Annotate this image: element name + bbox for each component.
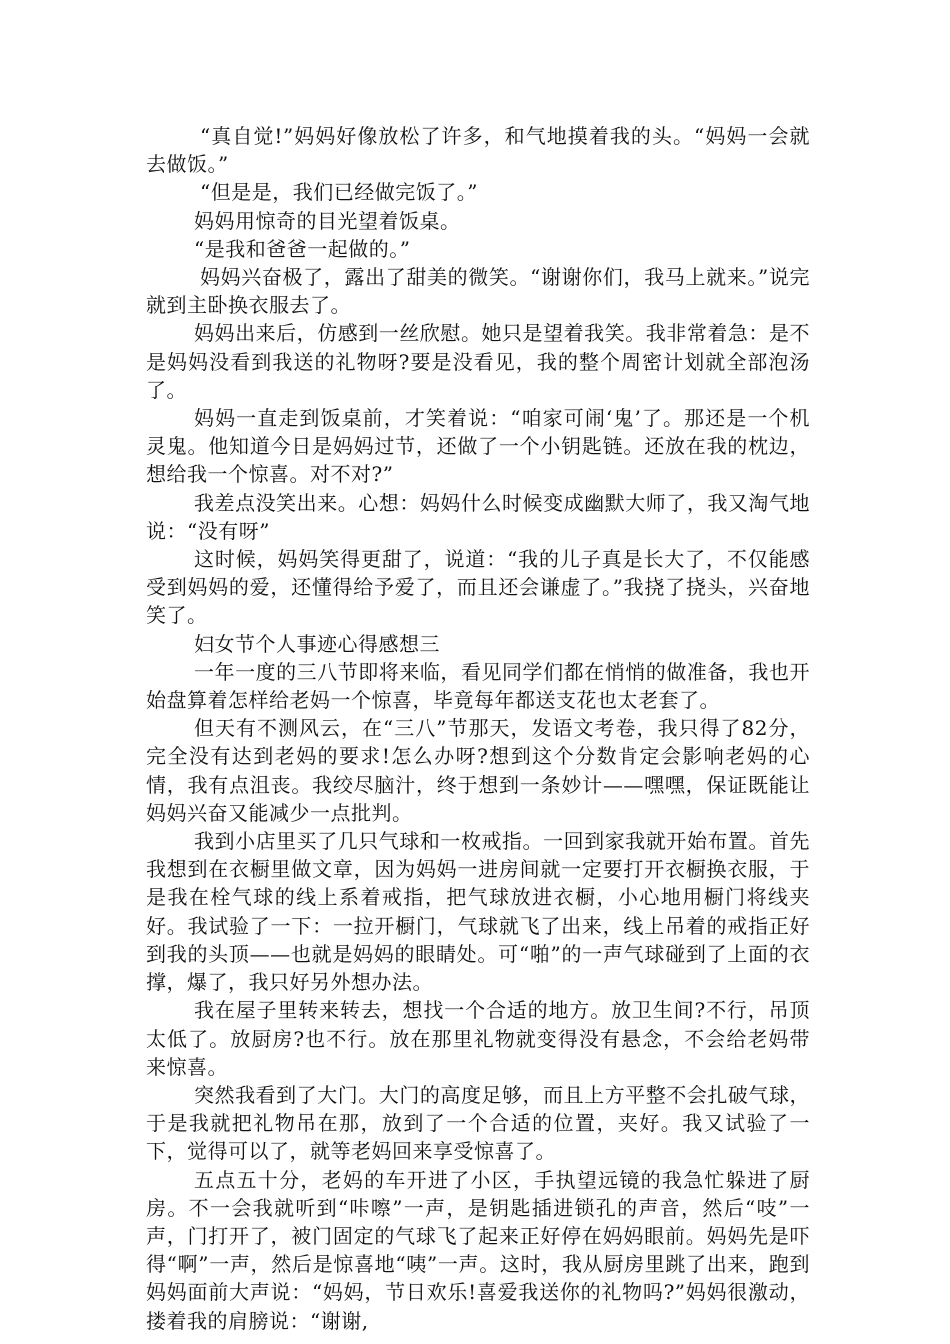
paragraph-6: 妈妈出来后，仿感到一丝欣慰。她只是望着我笑。我非常着急：是不是妈妈没看到我送的礼物呀?要是没看见，我的整个周密计划就全部泡汤了。 — [146, 321, 810, 402]
section-heading: 妇女节个人事迹心得感想三 — [194, 631, 440, 656]
paragraph-13: 我在屋子里转来转去，想找一个合适的地方。放卫生间?不行，吊顶太低了。放厨房?也不行。放在那里礼物就变得没有悬念，不会给老妈带来惊喜。 — [146, 998, 810, 1079]
paragraph-3: 妈妈用惊奇的目光望着饭桌。 — [194, 208, 461, 233]
document-body — [146, 122, 810, 1335]
paragraph-5: 妈妈兴奋极了，露出了甜美的微笑。“谢谢你们，我马上就来。”说完就到主卧换衣服去了。 — [146, 265, 810, 318]
paragraph-9: 这时候，妈妈笑得更甜了，说道：“我的儿子真是长大了，不仅能感受到妈妈的爱，还懂得给予爱了，而且还会谦虚了。”我挠了挠头，兴奋地笑了。 — [146, 547, 810, 628]
paragraph-12: 我到小店里买了几只气球和一枚戒指。一回到家我就开始布置。首先我想到在衣橱里做文章，因为妈妈一进房间就一定要打开衣橱换衣服，于是我在栓气球的线上系着戒指，把气球放进衣橱，小心地用橱门将线夹好。我试验了一下：一拉开橱门，气球就飞了出来，线上吊着的戒指正好到我的头顶——也就是妈妈的眼睛处。可“啪”的一声气球碰到了上面的衣撑，爆了，我只好另外想办法。 — [146, 829, 810, 995]
paragraph-15: 五点五十分，老妈的车开进了小区，手执望远镜的我急忙躲进了厨房。不一会我就听到“咔嚓”一声，是钥匙插进锁孔的声音，然后“吱”一声，门打开了，被门固定的气球飞了起来正好停在妈妈眼前。妈妈先是吓得“啊”一声，然后是惊喜地“咦”一声。这时，我从厨房里跳了出来，跑到妈妈面前大声说：“妈妈，节日欢乐!喜爱我送你的礼物吗?”妈妈很激动，搂着我的肩膀说：“谢谢, — [146, 1167, 810, 1333]
paragraph-10: 一年一度的三八节即将来临，看见同学们都在悄悄的做准备，我也开始盘算着怎样给老妈一个惊喜，毕竟每年都送支花也太老套了。 — [146, 659, 810, 713]
paragraph-1: “真自觉!”妈妈好像放松了许多，和气地摸着我的头。“妈妈一会就去做饭。” — [146, 124, 810, 177]
paragraph-8: 我差点没笑出来。心想：妈妈什么时候变成幽默大师了，我又淘气地说：“没有呀” — [146, 490, 810, 543]
paragraph-11: 但天有不测风云，在“三八”节那天，发语文考卷，我只得了82分，完全没有达到老妈的要求!怎么办呀?想到这个分数肯定会影响老妈的心情，我有点沮丧。我绞尽脑汁，终于想到一条妙计——嘿嘿，保证既能让妈妈兴奋又能减少一点批判。 — [146, 716, 810, 825]
paragraph-2: “但是是，我们已经做完饭了。” — [200, 180, 478, 205]
paragraph-14: 突然我看到了大门。大门的高度足够，而且上方平整不会扎破气球，于是我就把礼物吊在那，放到了一个合适的位置，夹好。我又试验了一下，觉得可以了，就等老妈回来享受惊喜了。 — [146, 1082, 810, 1164]
paragraph-4: “是我和爸爸一起做的。” — [194, 236, 411, 261]
paragraph-7: 妈妈一直走到饭桌前，才笑着说：“咱家可闹‘鬼’了。那还是一个机灵鬼。他知道今日是妈妈过节，还做了一个小钥匙链。还放在我的枕边，想给我一个惊喜。对不对?” — [146, 406, 810, 487]
